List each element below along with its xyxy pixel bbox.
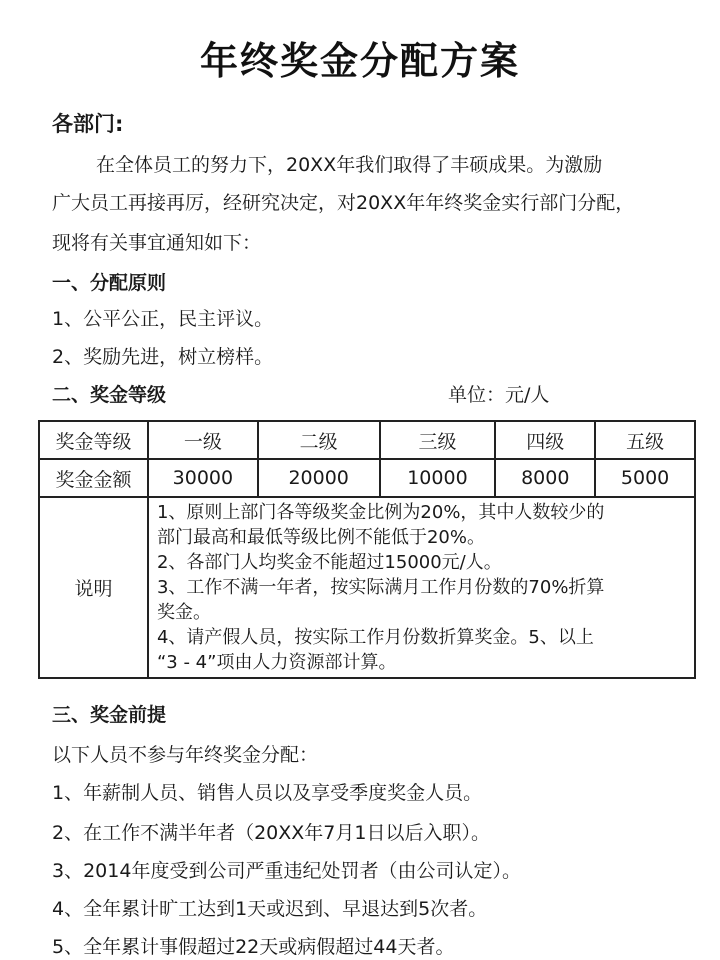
- intro-line-3: 现将有关事宜通知如下：: [52, 232, 262, 254]
- note-line: 1、原则上部门各等级奖金比例为20%，其中人数较少的: [156, 502, 605, 523]
- table-row-notes: [39, 497, 695, 678]
- section-heading-principles: 一、分配原则: [52, 272, 167, 294]
- table-cell: 10000: [380, 459, 496, 497]
- section-heading-bonus-levels: 二、奖金等级: [52, 384, 167, 406]
- table-cell: 20000: [258, 459, 380, 497]
- prerequisite-item: 3、2014年度受到公司严重违纪处罚者（由公司认定）。: [52, 860, 521, 882]
- table-cell: 四级: [495, 421, 595, 459]
- prerequisite-item: 4、全年累计旷工达到1天或迟到、早退达到5次者。: [52, 898, 488, 920]
- prerequisite-item: 1、年薪制人员、销售人员以及享受季度奖金人员。: [52, 782, 483, 804]
- prerequisite-intro: 以下人员不参与年终奖金分配：: [52, 744, 319, 766]
- note-line: 奖金。: [156, 602, 211, 623]
- unit-label: 单位：元/人: [448, 384, 550, 406]
- prerequisite-item: 2、在工作不满半年者（20XX年7月1日以后入职）。: [52, 822, 490, 844]
- note-line: “3 - 4”项由人力资源部计算。: [156, 652, 397, 673]
- table-cell: 30000: [148, 459, 258, 497]
- table-cell: 五级: [595, 421, 695, 459]
- note-line: 4、请产假人员，按实际工作月份数折算奖金。5、以上: [156, 627, 594, 648]
- table-row-amounts: [39, 459, 695, 497]
- table-cell-notes: [148, 497, 695, 678]
- table-cell: 一级: [148, 421, 258, 459]
- principle-item: 1、公平公正，民主评议。: [52, 308, 274, 330]
- principle-item: 2、奖励先进，树立榜样。: [52, 346, 274, 368]
- table-cell-note-label: 说明: [39, 497, 148, 678]
- table-cell: 5000: [595, 459, 695, 497]
- table-row-levels: [39, 421, 695, 459]
- table-cell: 8000: [495, 459, 595, 497]
- table-cell: 奖金金额: [39, 459, 148, 497]
- intro-line-2: 广大员工再接再厉，经研究决定，对20XX年年终奖金实行部门分配，: [52, 192, 635, 214]
- salutation: 各部门:: [52, 112, 124, 136]
- document-title: 年终奖金分配方案: [199, 39, 520, 83]
- bonus-level-table: [38, 420, 696, 679]
- table-cell: 三级: [380, 421, 496, 459]
- section-heading-prerequisites: 三、奖金前提: [52, 704, 167, 726]
- note-line: 3、工作不满一年者，按实际满月工作月份数的70%折算: [156, 577, 605, 598]
- note-line: 2、各部门人均奖金不能超过15000元/人。: [156, 552, 502, 573]
- intro-line-1: 在全体员工的努力下，20XX年我们取得了丰硕成果。为激励: [96, 154, 603, 176]
- prerequisite-item: 5、全年累计事假超过22天或病假超过44天者。: [52, 936, 455, 958]
- table-cell: 二级: [258, 421, 380, 459]
- table-cell: 奖金等级: [39, 421, 148, 459]
- note-line: 部门最高和最低等级比例不能低于20%。: [156, 527, 485, 548]
